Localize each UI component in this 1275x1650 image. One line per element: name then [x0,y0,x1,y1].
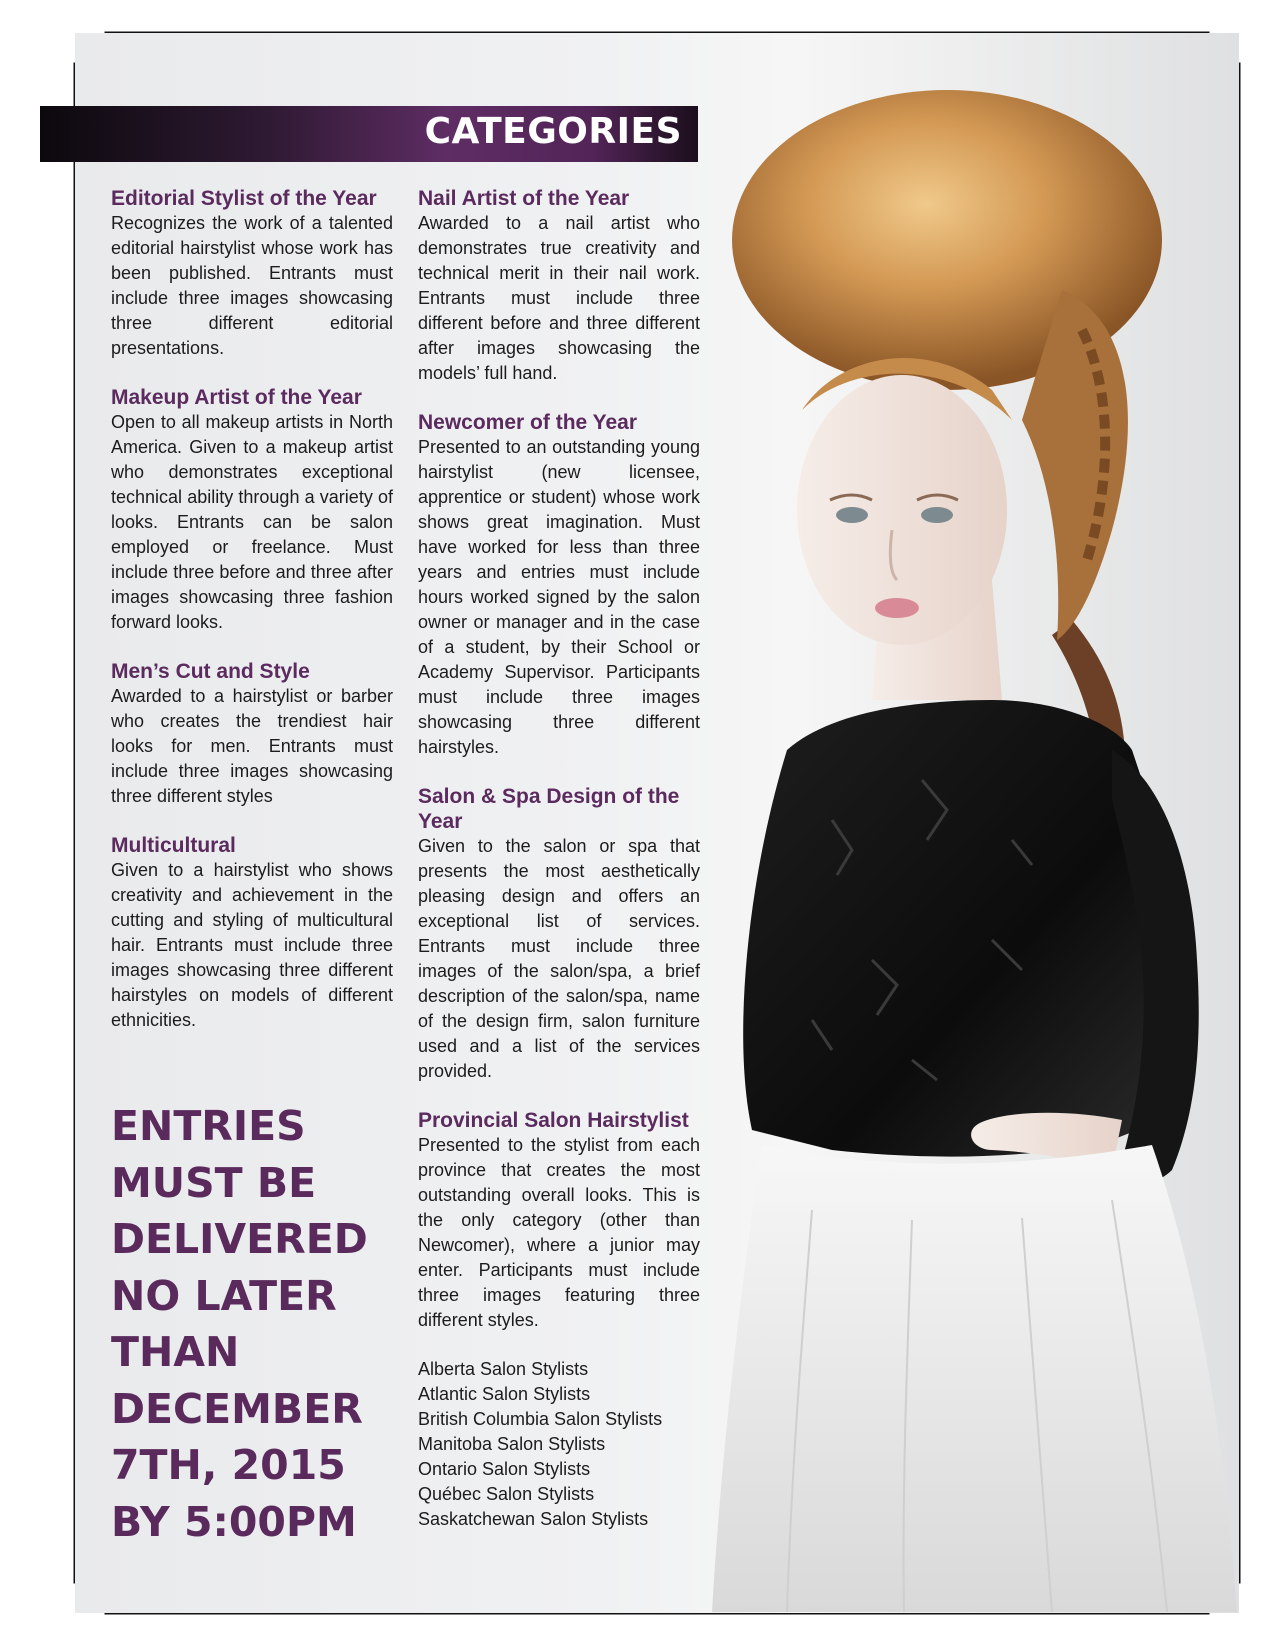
category-description: Presented to the stylist from each province that creates the most outstanding overall looks. This is the only category (other than Newcomer), where a junior may enter. Participants must include three images featuring three different styles. [418,1135,700,1330]
category-description: Awarded to a nail artist who demonstrates true creativity and technical merit in their nail work. Entrants must include three different before and three different after images showcasing the models’ full hand. [418,213,700,383]
province-item: Atlantic Salon Stylists [418,1384,591,1404]
category-description: Awarded to a hairstylist or barber who creates the trendiest hair looks for men. Entrants must include three images showcasing three different styles [111,686,393,806]
province-item: Manitoba Salon Stylists [418,1434,606,1454]
category-newcomer [418,410,700,760]
province-list [418,1357,700,1532]
category-mens-cut [111,659,393,809]
left-column [111,186,393,1057]
category-description: Given to a hairstylist who shows creativity and achievement in the cutting and styling of multicultural hair. Entrants must include three images showcasing three different hairstyles on models of different ethnicities. [111,860,393,1030]
category-title: Nail Artist of the Year [418,187,630,210]
category-title: Newcomer of the Year [418,411,638,434]
category-title: Provincial Salon Hairstylist [418,1109,689,1132]
category-title: Men’s Cut and Style [111,660,310,683]
right-column [418,186,700,1532]
category-multicultural [111,833,393,1033]
model-photo [692,60,1237,1612]
categories-banner [40,106,698,162]
category-description: Given to the salon or spa that presents the most aesthetically pleasing design and offers an exceptional list of services. Entrants must include three images of the salon/spa, a brief description of the salon/spa, name of the design firm, salon furniture used and a list of the services provided. [418,836,700,1081]
category-description: Presented to an outstanding young hairstylist (new licensee, apprentice or student) whose work shows great imagination. Must have worked for less than three years and entries must include hours worked signed by the salon owner or manager and in the case of a student, by their School or Academy Supervisor. Participants must include three images showcasing three different hairstyles. [418,437,700,757]
province-item: Québec Salon Stylists [418,1484,595,1504]
category-description: Open to all makeup artists in North America. Given to a makeup artist who demonstrates exceptional technical ability through a variety of looks. Entrants can be salon employed or freelance. Must include three before and three after images showcasing three fashion forward looks. [111,412,393,632]
category-description: Recognizes the work of a talented editorial hairstylist whose work has been published. Entrants must include three images showcasing three different editorial presentations. [111,213,393,358]
category-nail-artist [418,186,700,386]
category-title: Multicultural [111,834,236,857]
category-title: Salon & Spa Design of the Year [418,785,680,833]
banner-title: CATEGORIES [424,111,682,152]
category-title: Makeup Artist of the Year [111,386,362,409]
province-item: Saskatchewan Salon Stylists [418,1509,649,1529]
category-provincial-hairstylist [418,1108,700,1333]
category-makeup-artist [111,385,393,635]
category-editorial-stylist [111,186,393,361]
province-item: Ontario Salon Stylists [418,1459,591,1479]
category-salon-spa-design [418,784,700,1084]
category-title: Editorial Stylist of the Year [111,187,377,210]
deadline-notice: ENTRIES MUST BE DELIVERED NO LATER THAN DECEMBER 7TH, 2015 BY 5:00PM [111,1102,368,1546]
province-item: British Columbia Salon Stylists [418,1409,663,1429]
province-item: Alberta Salon Stylists [418,1359,589,1379]
